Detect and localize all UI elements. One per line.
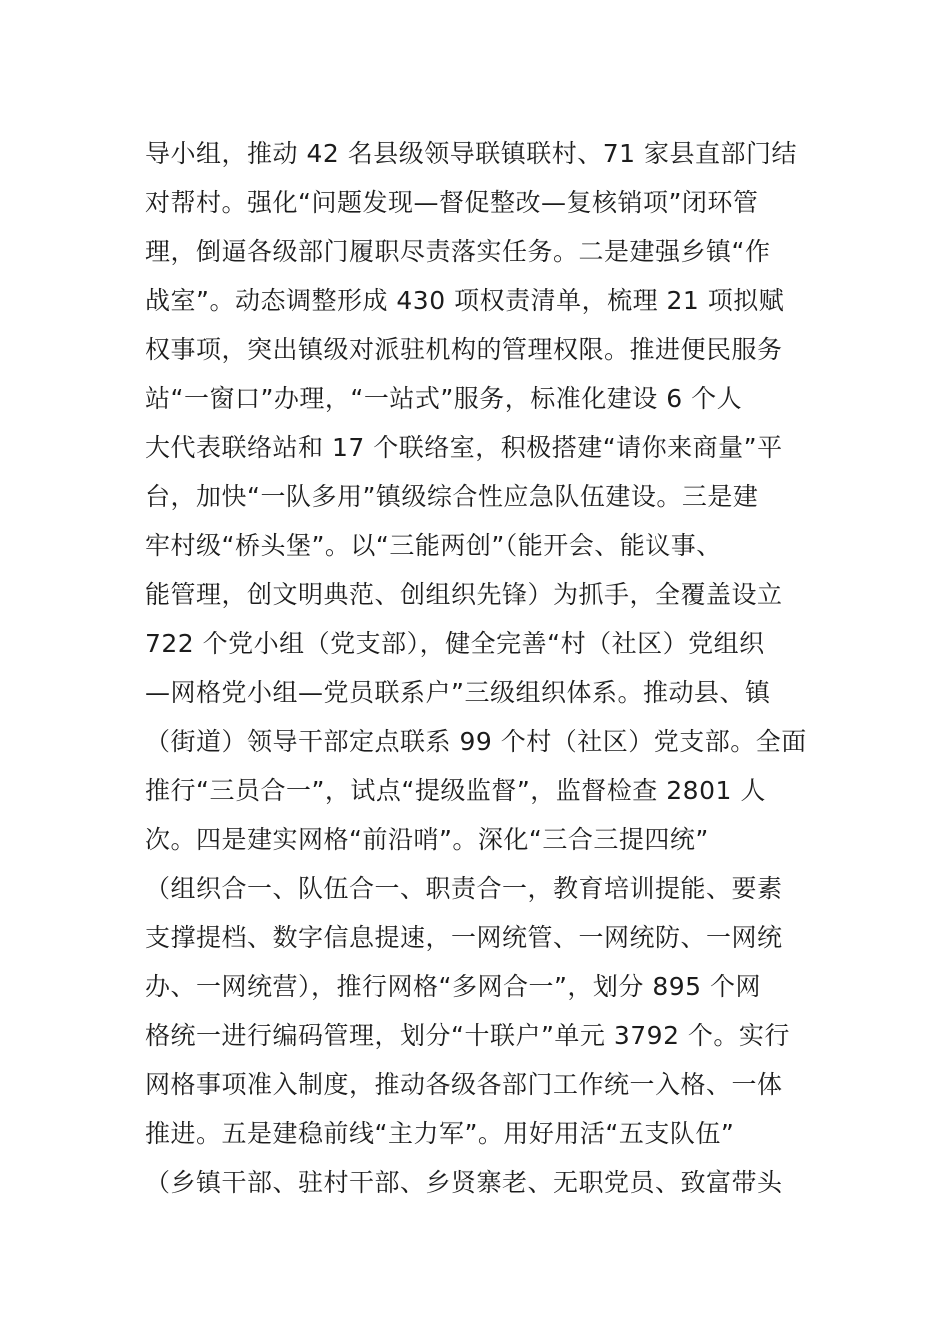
text-line: 权事项，突出镇级对派驻机构的管理权限。推进便民服务 [145, 335, 783, 364]
text-line: （组织合一、队伍合一、职责合一，教育培训提能、要素 [145, 874, 783, 903]
text-line: 支撑提档、数字信息提速，一网统管、一网统防、一网统 [145, 923, 783, 952]
text-line: 能管理，创文明典范、创组织先锋）为抓手，全覆盖设立 [145, 580, 783, 609]
text-line: —网格党小组—党员联系户”三级组织体系。推动县、镇 [145, 678, 771, 707]
text-line: 台，加快“一队多用”镇级综合性应急队伍建设。三是建 [145, 482, 759, 511]
text-line: （街道）领导干部定点联系 99 个村（社区）党支部。全面 [145, 727, 807, 756]
text-line: 推进。五是建稳前线“主力军”。用好用活“五支队伍” [145, 1119, 735, 1148]
text-line: 牢村级“桥头堡”。以“三能两创”（能开会、能议事、 [145, 531, 722, 560]
body-text [145, 129, 815, 1207]
text-line: （乡镇干部、驻村干部、乡贤寨老、无职党员、致富带头 [145, 1168, 783, 1197]
text-line: 推行“三员合一”，试点“提级监督”，监督检查 2801 人 [145, 776, 766, 805]
text-line: 次。四是建实网格“前沿哨”。深化“三合三提四统” [145, 825, 709, 854]
text-line: 理，倒逼各级部门履职尽责落实任务。二是建强乡镇“作 [145, 237, 771, 266]
text-line: 大代表联络站和 17 个联络室，积极搭建“请你来商量”平 [145, 433, 783, 462]
text-line: 722 个党小组（党支部），健全完善“村（社区）党组织 [145, 629, 765, 658]
text-line: 对帮村。强化“问题发现—督促整改—复核销项”闭环管 [145, 188, 759, 217]
text-line: 格统一进行编码管理，划分“十联户”单元 3792 个。实行 [145, 1021, 790, 1050]
text-line: 网格事项准入制度，推动各级各部门工作统一入格、一体 [145, 1070, 783, 1099]
text-line: 导小组，推动 42 名县级领导联镇联村、71 家县直部门结 [145, 139, 797, 168]
text-line: 办、一网统营），推行网格“多网合一”，划分 895 个网 [145, 972, 762, 1001]
text-line: 战室”。动态调整形成 430 项权责清单，梳理 21 项拟赋 [145, 286, 785, 315]
text-line: 站“一窗口”办理，“一站式”服务，标准化建设 6 个人 [145, 384, 743, 413]
